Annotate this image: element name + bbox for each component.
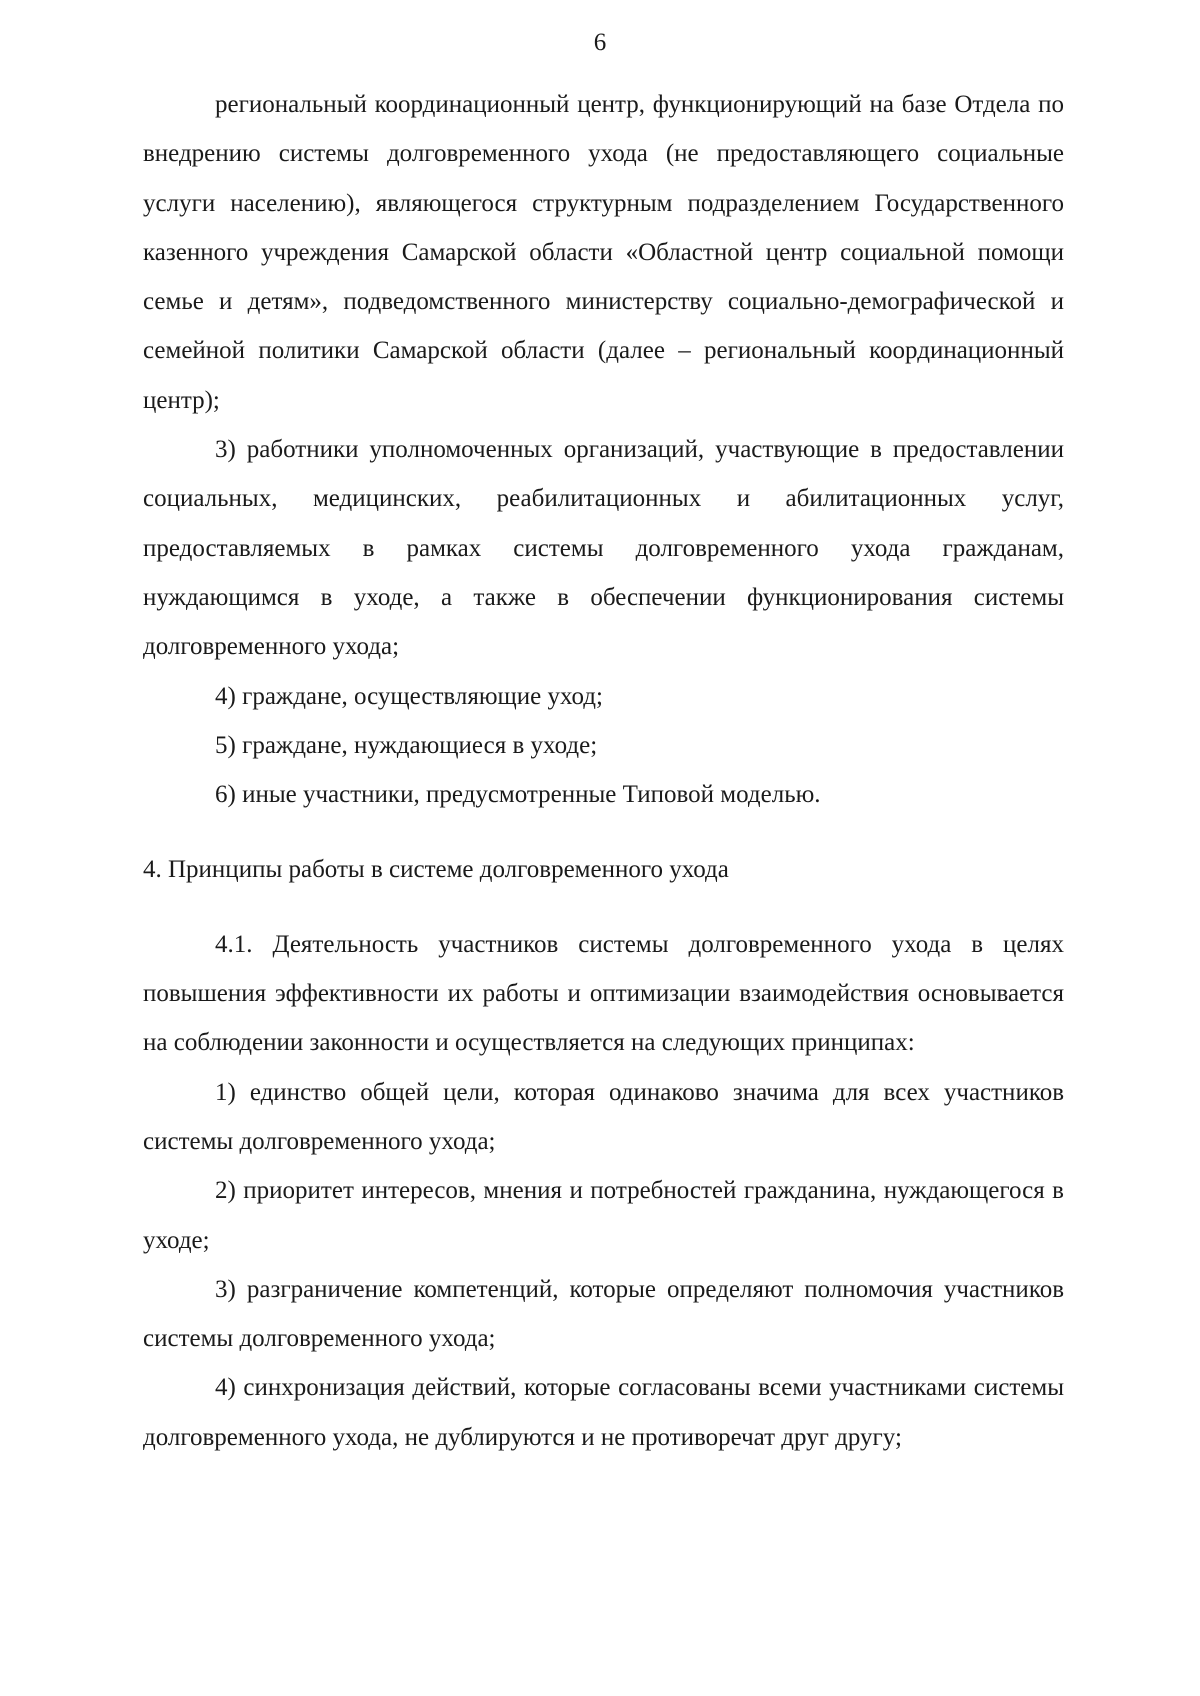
paragraph-4-1: 4.1. Деятельность участников системы долговременного ухода в целях повышения эффективности их работы и оптимизации взаимодействия основывается на соблюдении законности и осуществляется на следующих принципах: bbox=[143, 930, 1064, 1057]
page-number: 6 bbox=[593, 29, 607, 56]
principle-4: 4) синхронизация действий, которые согласованы всеми участниками системы долговременного ухода, не дублируются и не противоречат друг другу; bbox=[143, 1374, 1064, 1451]
list-item-5-care-recipients: 5) граждане, нуждающиеся в уходе; bbox=[215, 731, 598, 759]
list-item-4-caregivers: 4) граждане, осуществляющие уход; bbox=[215, 682, 603, 710]
section-heading: 4. Принципы работы в системе долговременного ухода bbox=[143, 856, 729, 884]
paragraph-regional-center: региональный координационный центр, функционирующий на базе Отдела по внедрению системы долговременного ухода (не предоставляющего социальные услуги населению), являющегося структурным подразделением Государственного казенного учреждения Самарской области «Областной центр социальной помощи семье и детям», подведомственного министерству социально-демографической и семейной политики Самарской области (далее – региональный координационный центр); bbox=[143, 91, 1064, 414]
document-body bbox=[143, 80, 1064, 1462]
principle-2: 2) приоритет интересов, мнения и потребностей гражданина, нуждающегося в уходе; bbox=[143, 1177, 1064, 1254]
list-item-6-other-participants: 6) иные участники, предусмотренные Типовой моделью. bbox=[215, 781, 821, 809]
principle-3: 3) разграничение компетенций, которые определяют полномочия участников системы долговременного ухода; bbox=[143, 1275, 1064, 1353]
principle-1: 1) единство общей цели, которая одинаково значима для всех участников системы долговременного ухода; bbox=[143, 1078, 1064, 1155]
list-item-3-workers: 3) работники уполномоченных организаций, участвующие в предоставлении социальных, медицинских, реабилитационных и абилитационных услуг, предоставляемых в рамках системы долговременного ухода гражданам, нуждающимся в уходе, а также в обеспечении функционирования системы долговременного ухода; bbox=[143, 436, 1064, 661]
